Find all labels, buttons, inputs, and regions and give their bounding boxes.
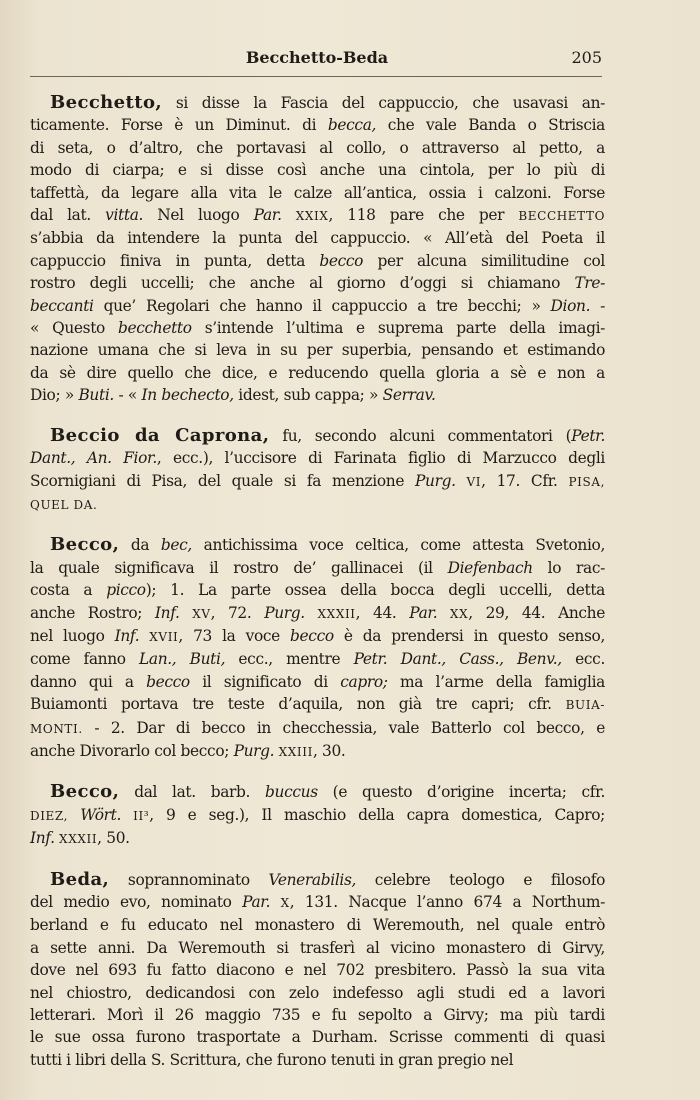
text-line	[30, 272, 605, 294]
text-run: ecc., mentre	[225, 650, 354, 669]
text-run: , ecc.), l’uccisore di Farinata figlio di Marzucco degli	[156, 449, 605, 468]
small-caps-text: II³	[121, 808, 150, 823]
entry-headword: Beccio da Caprona,	[50, 424, 270, 446]
text-run: costa a	[30, 581, 107, 600]
text-run	[68, 806, 80, 824]
italic-text: capro;	[340, 672, 388, 691]
page-number: 205	[571, 48, 602, 67]
text-line	[30, 250, 605, 272]
italic-text: becco	[146, 672, 190, 691]
text-run: , 44.	[355, 603, 410, 622]
running-header	[30, 48, 604, 74]
text-run: s’abbia da intendere la punta del cappuccio. « All’età del Poeta il	[30, 229, 605, 248]
small-caps-text: XXIX	[281, 209, 329, 224]
small-caps-text: PISA,	[568, 474, 605, 489]
italic-text: Lan., Buti,	[139, 650, 226, 669]
italic-text: Inf.	[30, 829, 55, 848]
small-caps-text: MONTI.	[30, 721, 83, 736]
text-run: , 72.	[210, 603, 265, 622]
text-run: tutti i libri della S. Scrittura, che furono tenuti in gran pregio nel	[30, 1050, 514, 1069]
text-run: danno qui a	[30, 672, 147, 691]
small-caps-text: XV	[179, 606, 211, 621]
italic-text: Inf.	[154, 603, 180, 622]
text-run: anche Divorarlo col becco;	[30, 741, 234, 760]
text-line	[30, 1049, 605, 1071]
italic-text: Tre-	[574, 274, 605, 293]
text-run: que’ Regolari che hanno il cappuccio a tre becchi; »	[93, 296, 551, 315]
italic-text: beccanti	[30, 296, 94, 315]
text-line	[30, 384, 605, 406]
text-line	[30, 1004, 605, 1026]
italic-text: Purg.	[233, 741, 275, 760]
text-run: s’intende l’ultima e suprema parte della imagi-	[191, 319, 606, 338]
italic-text: Petr.	[571, 426, 606, 445]
italic-text: becchetto	[117, 319, 192, 338]
text-run: modo di ciarpa; e si disse così anche una cintola, per lo più di	[30, 161, 605, 180]
text-run: Dio; »	[30, 386, 79, 405]
text-run: « Questo	[30, 319, 118, 338]
small-caps-text: XX	[437, 606, 469, 621]
text-run: a sette anni. Da Weremouth si trasferì al vicino monastero di Girvy,	[30, 938, 605, 957]
small-caps-text: BUIA-	[565, 698, 605, 713]
text-line	[30, 317, 605, 339]
text-run: berland e fu educato nel monastero di Weremouth, nel quale entrò	[30, 916, 605, 935]
text-line	[30, 114, 605, 136]
text-line	[30, 804, 605, 827]
small-caps-text: X	[270, 896, 290, 910]
italic-text: Diefenbach	[447, 558, 533, 577]
running-title: Becchetto-Beda	[245, 48, 389, 67]
dictionary-entry	[30, 869, 605, 1072]
text-line	[30, 362, 605, 384]
text-run: ma l’arme della famiglia	[387, 672, 605, 691]
italic-text: Purg.	[264, 603, 305, 622]
text-run: rostro degli uccelli; che anche al giorno d’oggi si chiamano	[30, 274, 575, 293]
text-run: Buiamonti portava tre teste d’aquila, non già tre capri; cfr.	[30, 695, 566, 714]
text-run: letterari. Morì il 26 maggio 735 e fu sepolto a Girvy; ma più tardi	[30, 1006, 605, 1025]
text-line	[30, 534, 605, 556]
text-run: antichissima voce celtica, come attesta Svetonio,	[191, 536, 605, 555]
text-run: lo rac-	[532, 558, 605, 577]
text-run: fu, secondo alcuni commentatori (	[269, 426, 572, 445]
text-run: è da prendersi in questo senso,	[333, 626, 605, 645]
header-rule	[30, 76, 602, 77]
text-run: - 2. Dar di becco in checchessia, vale Batterlo col becco, e	[82, 718, 605, 737]
text-line	[30, 982, 605, 1004]
text-run: per alcuna similitudine col	[363, 251, 605, 270]
dictionary-body	[30, 92, 605, 1089]
text-run: (e questo d’origine incerta; cfr.	[317, 783, 605, 802]
italic-text: Par.	[242, 893, 271, 911]
text-line	[30, 1026, 605, 1048]
text-run: di seta, o d’altro, che portavasi al collo, o attraverso al petto, a	[30, 138, 605, 157]
italic-text: Inf.	[114, 626, 140, 645]
text-line	[30, 493, 605, 516]
dictionary-entry	[30, 781, 605, 850]
text-run: come fanno	[30, 650, 139, 669]
dictionary-entry	[30, 92, 605, 407]
text-run: dal lat.	[30, 206, 106, 225]
text-run: soprannominato	[109, 870, 269, 889]
italic-text: bec,	[160, 536, 192, 555]
italic-text: Purg.	[415, 471, 456, 490]
text-line	[30, 740, 605, 763]
text-line	[30, 869, 605, 891]
text-run: , 29, 44. Anche	[468, 603, 605, 622]
text-run: il significato di	[189, 672, 341, 691]
text-run: , 30.	[312, 741, 346, 760]
text-run: ecc.	[561, 650, 605, 669]
text-line	[30, 781, 605, 803]
text-run: nazione umana che si leva in su per superbia, pensando et estimando	[30, 341, 605, 360]
text-line	[30, 717, 605, 740]
text-line	[30, 959, 605, 981]
text-line	[30, 937, 605, 959]
text-line	[30, 425, 605, 447]
small-caps-text: QUEL DA.	[30, 497, 98, 512]
italic-text: becca,	[327, 116, 377, 135]
entry-headword: Beda,	[50, 868, 110, 890]
small-caps-text: VI	[455, 474, 482, 489]
small-caps-text: XXIII	[274, 744, 313, 759]
text-line	[30, 671, 605, 693]
text-run: - «	[113, 386, 142, 405]
text-line	[30, 227, 605, 249]
italic-text: Venerabilis,	[268, 870, 357, 889]
text-line	[30, 92, 605, 114]
text-run: , 118 pare che per	[328, 206, 519, 225]
text-line	[30, 557, 605, 579]
text-run: nel luogo	[30, 626, 115, 645]
text-line	[30, 648, 605, 670]
text-run: ticamente. Forse è un Diminut. di	[30, 116, 328, 135]
entry-headword: Becco,	[50, 534, 120, 556]
italic-text: In bechecto,	[141, 386, 234, 405]
text-run: da	[119, 536, 161, 555]
text-line	[30, 182, 605, 204]
text-run: , 17. Cfr.	[481, 471, 569, 490]
text-line	[30, 827, 605, 850]
text-run: , 73 la voce	[178, 626, 291, 645]
italic-text: becco	[290, 626, 334, 645]
text-line	[30, 602, 605, 625]
text-run: cappuccio finiva in punta, detta	[30, 251, 320, 270]
text-run: , 9 e seg.), Il maschio della capra domestica, Capro;	[149, 805, 605, 824]
dictionary-entry	[30, 534, 605, 763]
text-line	[30, 339, 605, 361]
italic-text: Wört.	[80, 805, 122, 824]
text-line	[30, 579, 605, 601]
text-run: si disse la Fascia del cappuccio, che usavasi an-	[162, 94, 605, 112]
text-line	[30, 295, 605, 317]
text-line	[30, 137, 605, 159]
entry-headword: Becco,	[50, 781, 120, 803]
text-run: ); 1. La parte ossea della bocca degli uccelli, detta	[145, 581, 606, 600]
text-line	[30, 693, 605, 716]
text-line	[30, 159, 605, 181]
text-run: taffettà, da legare alla vita le calze all’antica, ossia i calzoni. Forse	[30, 183, 605, 202]
italic-text: Petr. Dant., Cass., Benv.,	[353, 650, 562, 669]
italic-text: buccus	[265, 783, 318, 802]
text-run: anche Rostro;	[30, 603, 155, 622]
small-caps-text: DIEZ,	[30, 808, 69, 823]
entry-headword: Becchetto,	[50, 92, 163, 113]
italic-text: Par.	[409, 603, 438, 622]
text-run: -	[590, 296, 605, 315]
italic-text: Dion.	[550, 296, 591, 315]
text-run: la quale significava il rostro de’ gallinacei (il	[30, 558, 448, 577]
text-run: celebre teologo e filosofo	[356, 870, 605, 889]
text-run: nel chiostro, dedicandosi con zelo indefesso agli studi ed a lavori	[30, 983, 605, 1002]
italic-text: Dant., An. Fior.	[30, 449, 157, 468]
italic-text: Par.	[253, 206, 282, 225]
text-line	[30, 470, 605, 493]
text-run: le sue ossa furono trasportate a Durham. Scrisse commenti di quasi	[30, 1028, 605, 1047]
text-run: , 50.	[97, 829, 130, 848]
dictionary-entry	[30, 425, 605, 517]
small-caps-text: XXXII	[304, 606, 356, 621]
text-run: del medio evo, nominato	[30, 893, 243, 911]
italic-text: Serrav.	[382, 386, 436, 405]
italic-text: becco	[319, 251, 364, 270]
italic-text: vitta.	[105, 206, 144, 225]
text-line	[30, 914, 605, 936]
italic-text: picco	[106, 581, 146, 600]
text-run: dove nel 693 fu fatto diacono e nel 702 presbitero. Passò la sua vita	[30, 961, 605, 980]
text-run: da sè dire quello che dice, e reducendo quella gloria a sè e non a	[30, 363, 605, 382]
text-line	[30, 204, 605, 227]
text-run: Nel luogo	[143, 206, 254, 225]
text-line	[30, 891, 605, 914]
text-line	[30, 447, 605, 469]
text-run: idest, sub cappa; »	[233, 386, 383, 405]
text-run: Scornigiani di Pisa, del quale si fa menzione	[30, 471, 416, 490]
text-line	[30, 625, 605, 648]
italic-text: Buti.	[78, 386, 114, 405]
text-run: dal lat. barb.	[119, 783, 266, 802]
text-run: che vale Banda o Striscia	[376, 116, 606, 135]
small-caps-text: BECCHETTO	[518, 209, 606, 224]
small-caps-text: XXXII	[54, 832, 98, 847]
small-caps-text: XVII	[139, 629, 179, 644]
text-run: , 131. Nacque l’anno 674 a Northum-	[289, 893, 605, 911]
